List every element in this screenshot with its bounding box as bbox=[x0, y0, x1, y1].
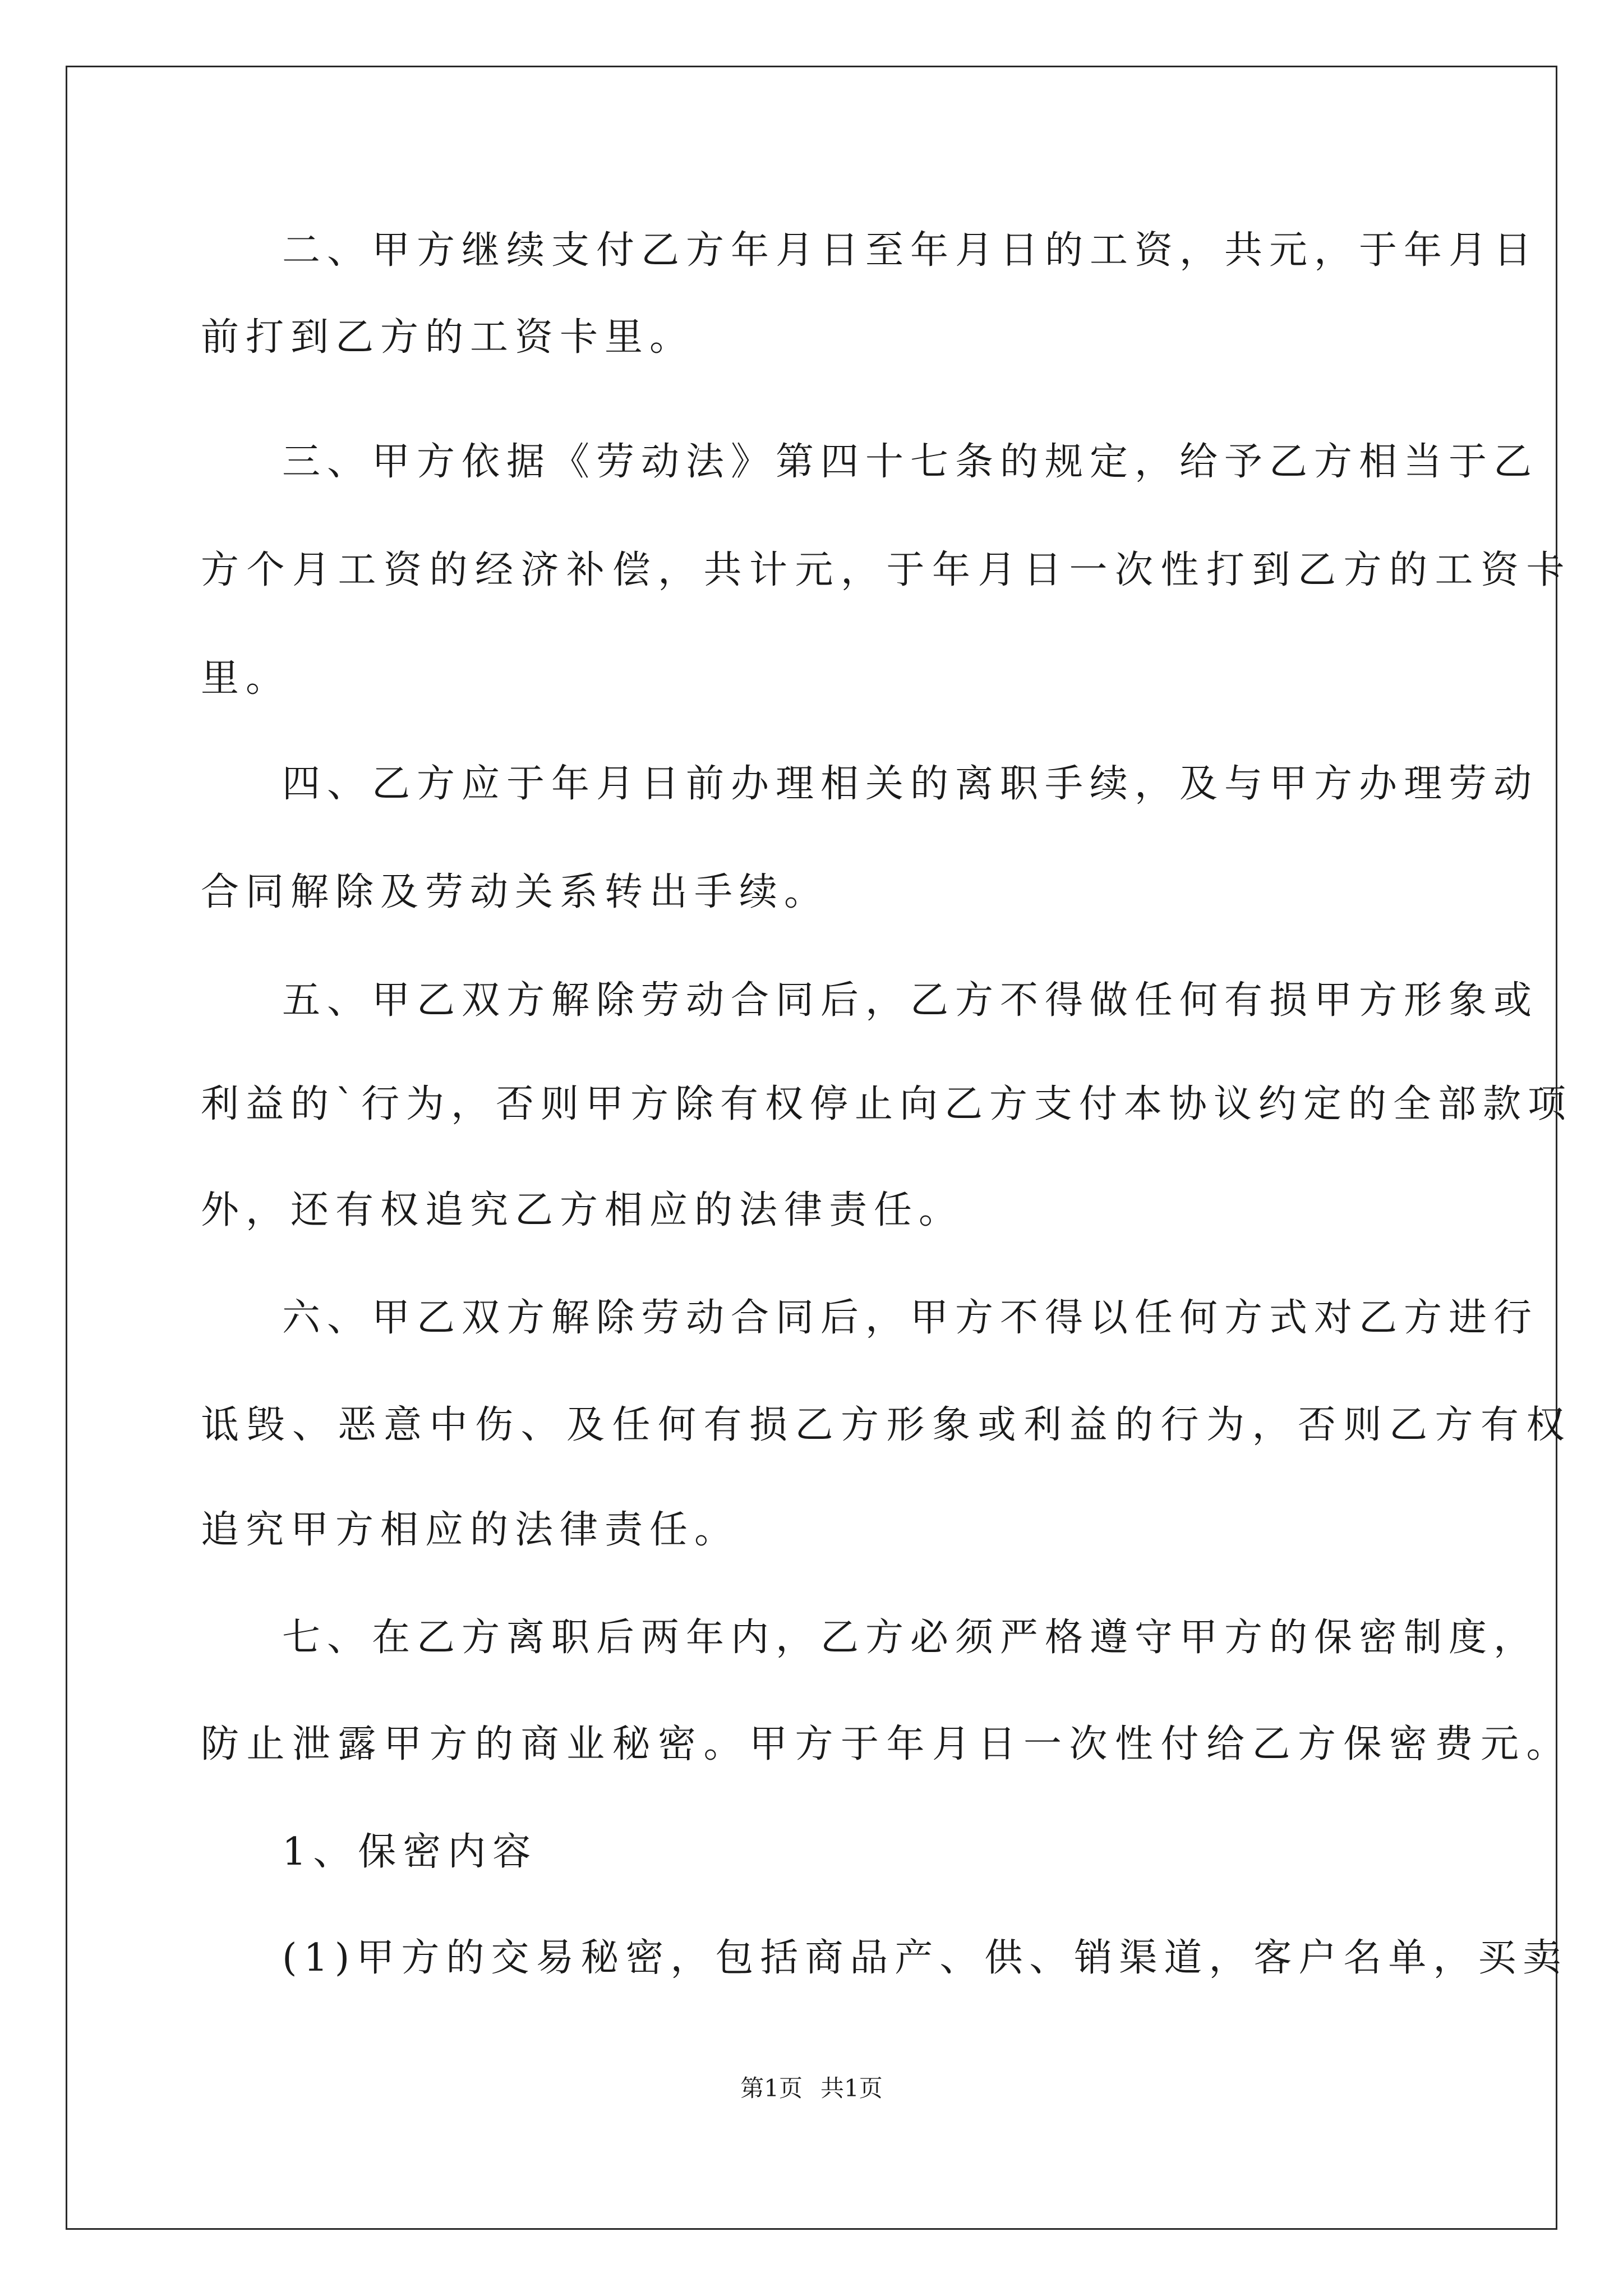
paragraph-2-line-1: 二、甲方继续支付乙方年月日至年月日的工资，共元，于年月日 bbox=[282, 228, 1539, 273]
paragraph-4-line-2: 合同解除及劳动关系转出手续。 bbox=[201, 870, 829, 914]
page-total: 共1页 bbox=[820, 2074, 883, 2102]
clause-1-line-1: (1)甲方的交易秘密，包括商品产、供、销渠道，客户名单，买卖 bbox=[282, 1936, 1568, 1980]
paragraph-6-line-2: 诋毁、恶意中伤、及任何有损乙方形象或利益的行为，否则乙方有权 bbox=[201, 1403, 1573, 1447]
paragraph-6-line-1: 六、甲乙双方解除劳动合同后，甲方不得以任何方式对乙方进行 bbox=[282, 1296, 1539, 1340]
section-heading-confidential-content: 1、保密内容 bbox=[282, 1830, 538, 1874]
page-number: 第1页 bbox=[740, 2074, 803, 2102]
paragraph-7-line-1: 七、在乙方离职后两年内，乙方必须严格遵守甲方的保密制度， bbox=[282, 1616, 1539, 1660]
paragraph-5-line-2: 利益的`行为，否则甲方除有权停止向乙方支付本协议约定的全部款项 bbox=[201, 1082, 1573, 1126]
paragraph-3-line-3: 里。 bbox=[201, 656, 291, 701]
paragraph-5-line-3: 外，还有权追究乙方相应的法律责任。 bbox=[201, 1188, 964, 1232]
paragraph-2-line-2: 前打到乙方的工资卡里。 bbox=[201, 315, 695, 360]
paragraph-3-line-1: 三、甲方依据《劳动法》第四十七条的规定，给予乙方相当于乙 bbox=[282, 440, 1539, 484]
paragraph-3-line-2: 方个月工资的经济补偿，共计元，于年月日一次性打到乙方的工资卡 bbox=[201, 548, 1573, 592]
paragraph-5-line-1: 五、甲乙双方解除劳动合同后，乙方不得做任何有损甲方形象或 bbox=[282, 978, 1539, 1023]
paragraph-7-line-2: 防止泄露甲方的商业秘密。甲方于年月日一次性付给乙方保密费元。 bbox=[201, 1722, 1573, 1766]
paragraph-4-line-1: 四、乙方应于年月日前办理相关的离职手续，及与甲方办理劳动 bbox=[282, 762, 1539, 806]
page-footer bbox=[0, 2069, 1623, 2108]
paragraph-6-line-3: 追究甲方相应的法律责任。 bbox=[201, 1508, 740, 1552]
